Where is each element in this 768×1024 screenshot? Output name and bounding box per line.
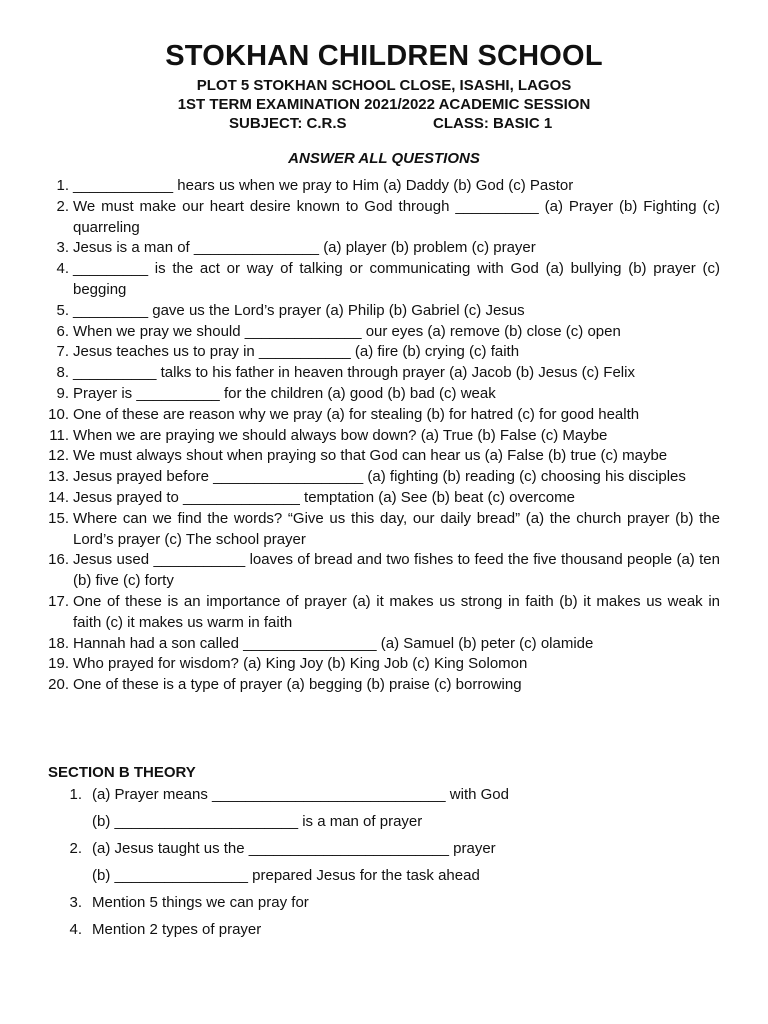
question-number: 12. — [48, 447, 69, 465]
question-number: 17. — [48, 592, 69, 610]
question-item — [0, 446, 768, 467]
theory-item — [0, 892, 768, 914]
question-number: 10. — [48, 405, 69, 423]
objective-question-list — [0, 176, 768, 696]
question-text: Who prayed for wisdom? (a) King Joy (b) King Job (c) King Solomon — [73, 655, 528, 673]
question-text: Jesus used ___________ loaves of bread and two fishes to feed the five thousand people (a) ten (b) five (c) forty — [73, 551, 720, 590]
question-item — [0, 592, 768, 634]
theory-number: 2. — [69, 840, 82, 857]
question-item — [0, 488, 768, 509]
class-label: CLASS: BASIC 1 — [433, 115, 553, 132]
question-number: 11. — [49, 426, 69, 444]
question-item — [0, 550, 768, 592]
section-b-heading: SECTION B THEORY — [48, 764, 196, 781]
question-text: Hannah had a son called ________________ (a) Samuel (b) peter (c) olamide — [73, 634, 594, 652]
theory-item — [0, 919, 768, 941]
theory-text: (b) ______________________ is a man of prayer — [92, 813, 423, 830]
question-text: Prayer is __________ for the children (a) good (b) bad (c) weak — [73, 384, 496, 402]
question-item — [0, 384, 768, 405]
question-text: One of these is a type of prayer (a) begging (b) praise (c) borrowing — [73, 676, 522, 694]
question-number: 9. — [56, 384, 69, 402]
instruction-heading: ANSWER ALL QUESTIONS — [288, 150, 480, 167]
theory-text: Mention 2 types of prayer — [92, 921, 262, 938]
question-item — [0, 405, 768, 426]
theory-number: 3. — [69, 894, 82, 911]
theory-text: (b) ________________ prepared Jesus for the task ahead — [92, 867, 480, 884]
theory-number: 4. — [69, 921, 82, 938]
question-text: We must make our heart desire known to God through __________ (a) Prayer (b) Fighting (c) quarreling — [73, 197, 720, 236]
question-text: Jesus teaches us to pray in ___________ (a) fire (b) crying (c) faith — [73, 343, 520, 361]
question-number: 20. — [48, 676, 69, 694]
question-text: When we are praying we should always bow down? (a) True (b) False (c) Maybe — [73, 426, 608, 444]
question-text: Jesus prayed before __________________ (a) fighting (b) reading (c) choosing his disciples — [73, 468, 686, 486]
question-text: Where can we find the words? “Give us this day, our daily bread” (a) the church prayer (b) the Lord’s prayer (c) The school prayer — [73, 509, 720, 548]
question-number: 2. — [56, 197, 69, 215]
question-text: One of these are reason why we pray (a) for stealing (b) for hatred (c) for good health — [73, 405, 640, 423]
question-number: 7. — [56, 343, 69, 361]
question-text: Jesus prayed to ______________ temptation (a) See (b) beat (c) overcome — [73, 488, 575, 506]
theory-text: (a) Prayer means ____________________________ with God — [92, 786, 509, 803]
question-item — [0, 509, 768, 551]
question-number: 15. — [48, 509, 69, 527]
question-text: _________ gave us the Lord’s prayer (a) Philip (b) Gabriel (c) Jesus — [73, 301, 525, 319]
question-item — [0, 176, 768, 197]
question-text: One of these is an importance of prayer (a) it makes us strong in faith (b) it makes us weak in faith (c) it makes us warm in faith — [73, 592, 720, 631]
question-text: When we pray we should ______________ our eyes (a) remove (b) close (c) open — [73, 322, 621, 340]
question-number: 8. — [56, 364, 69, 382]
theory-text: (a) Jesus taught us the ________________________ prayer — [92, 840, 496, 857]
question-item — [0, 426, 768, 447]
question-item — [0, 301, 768, 322]
question-text: Jesus is a man of _______________ (a) player (b) problem (c) prayer — [73, 239, 536, 257]
theory-number: 1. — [69, 786, 82, 803]
theory-item — [0, 865, 768, 887]
question-number: 5. — [56, 301, 69, 319]
question-number: 3. — [56, 239, 69, 257]
question-item — [0, 238, 768, 259]
theory-item — [0, 811, 768, 833]
question-number: 19. — [48, 655, 69, 673]
question-text: ____________ hears us when we pray to Him (a) Daddy (b) God (c) Pastor — [73, 177, 574, 194]
question-number: 13. — [48, 468, 69, 486]
question-number: 6. — [56, 322, 69, 340]
school-name: STOKHAN CHILDREN SCHOOL — [165, 40, 603, 72]
question-number: 4. — [56, 260, 69, 278]
question-item — [0, 197, 768, 239]
question-number: 14. — [48, 488, 69, 506]
question-item — [0, 634, 768, 655]
theory-text: Mention 5 things we can pray for — [92, 894, 309, 911]
question-item — [0, 322, 768, 343]
question-text: We must always shout when praying so that God can hear us (a) False (b) true (c) maybe — [73, 447, 668, 465]
question-number: 1. — [56, 177, 69, 194]
question-item — [0, 259, 768, 301]
question-number: 16. — [48, 551, 69, 569]
question-item — [0, 654, 768, 675]
question-item — [0, 342, 768, 363]
theory-item — [0, 838, 768, 860]
question-text: _________ is the act or way of talking or communicating with God (a) bullying (b) prayer (c) begging — [73, 260, 720, 298]
theory-item — [0, 784, 768, 806]
question-item — [0, 467, 768, 488]
question-number: 18. — [48, 634, 69, 652]
question-item — [0, 363, 768, 384]
question-item — [0, 675, 768, 696]
subject-label: SUBJECT: C.R.S — [229, 115, 347, 132]
question-text: __________ talks to his father in heaven through prayer (a) Jacob (b) Jesus (c) Felix — [73, 364, 635, 382]
theory-question-list — [0, 784, 768, 941]
school-address: PLOT 5 STOKHAN SCHOOL CLOSE, ISASHI, LAGOS — [196, 77, 572, 94]
exam-title: 1ST TERM EXAMINATION 2021/2022 ACADEMIC SESSION — [177, 96, 591, 113]
